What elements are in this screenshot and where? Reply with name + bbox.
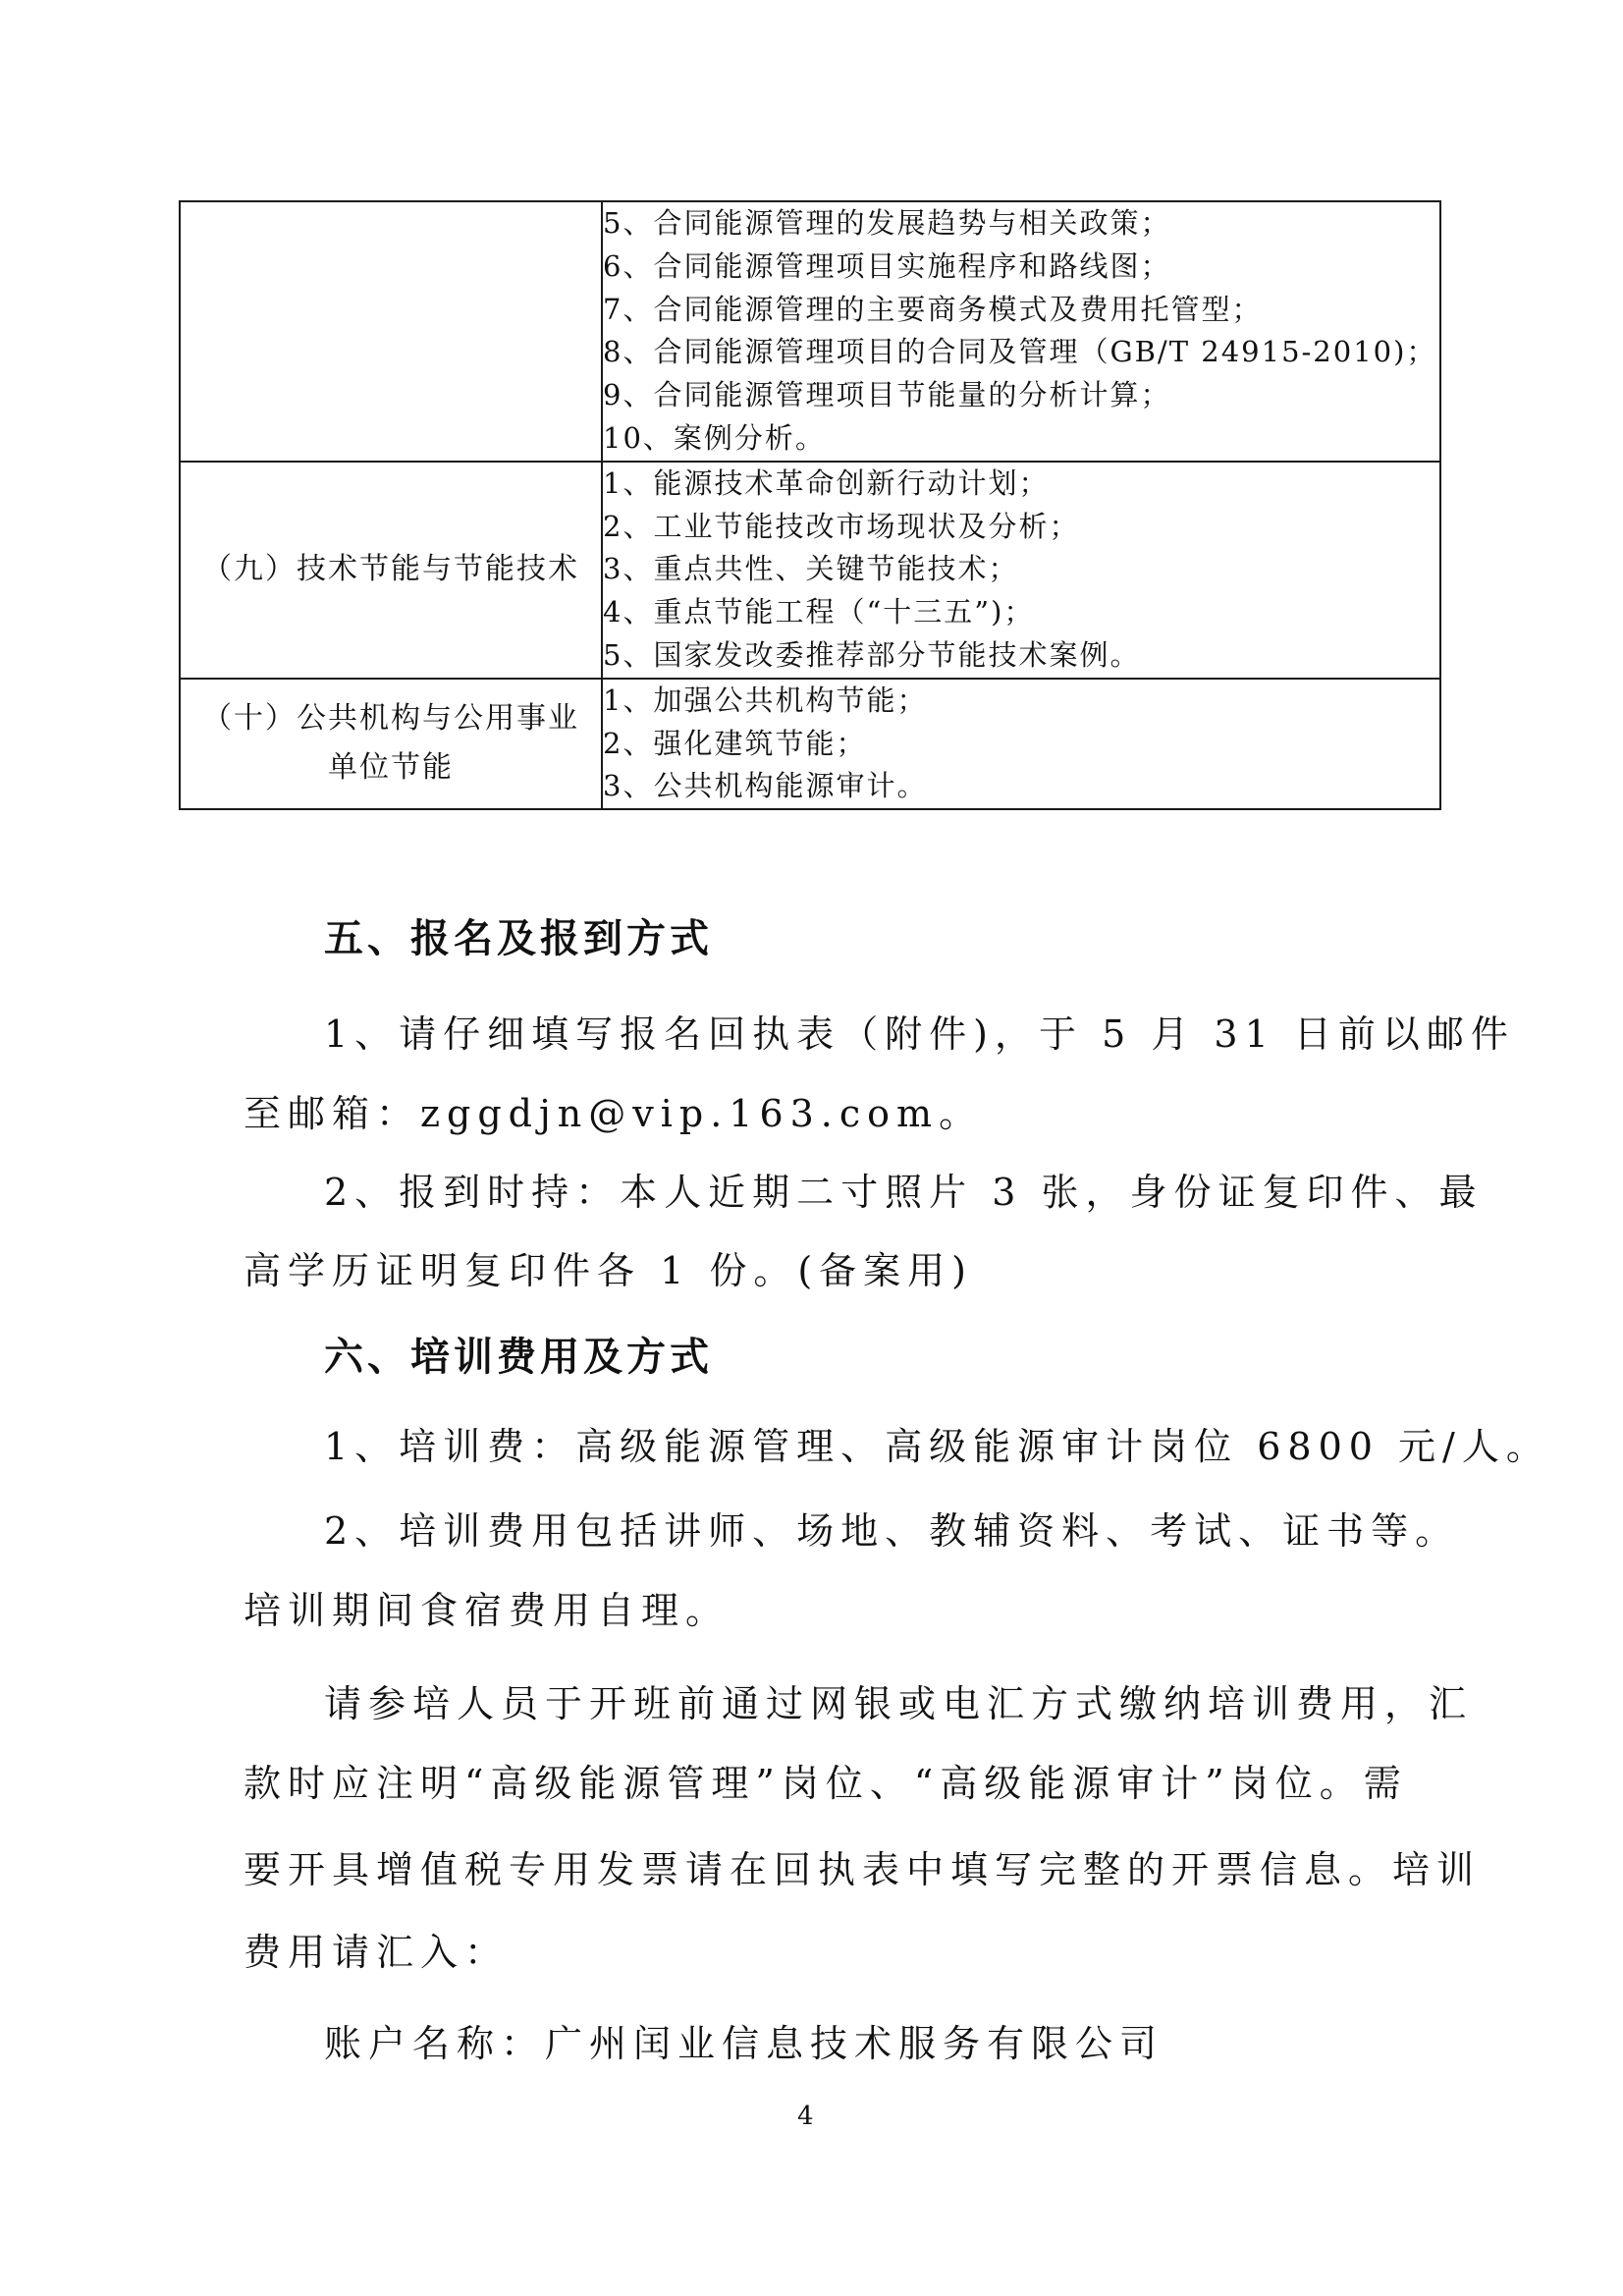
topic-cell (180, 201, 602, 462)
list-item: 3、重点共性、关键节能技术； (603, 552, 1019, 586)
paragraph-line: 要开具增值税专用发票请在回执表中填写完整的开票信息。培训 (243, 1848, 1482, 1891)
paragraph-line: 至邮箱：zggdjn@vip.163.com。 (243, 1092, 984, 1135)
topic-line: 单位节能 (328, 750, 454, 786)
list-item: 1、能源技术革命创新行动计划； (603, 465, 1050, 500)
items-cell (602, 201, 1440, 462)
list-item: 6、合同能源管理项目实施程序和路线图； (603, 248, 1171, 283)
list-item: 1、加强公共机构节能； (603, 683, 928, 717)
paragraph-line: 高学历证明复印件各 1 份。(备案用) (243, 1249, 973, 1292)
list-item: 2、强化建筑节能； (603, 726, 867, 760)
paragraph-line: 费用请汇入： (243, 1931, 510, 1974)
paragraph-line: 账户名称：广州闰业信息技术服务有限公司 (324, 2022, 1164, 2065)
list-item: 4、重点节能工程（“十三五”)； (603, 595, 1035, 629)
list-item: 5、合同能源管理的发展趋势与相关政策； (603, 206, 1171, 240)
paragraph-line: 2、培训费用包括讲师、场地、教辅资料、考试、证书等。 (324, 1509, 1460, 1553)
page-number: 4 (797, 2102, 814, 2131)
paragraph-line: 1、培训费：高级能源管理、高级能源审计岗位 6800 元/人。 (324, 1425, 1550, 1468)
table-row (180, 462, 1440, 679)
course-table (179, 200, 1441, 810)
list-item: 7、合同能源管理的主要商务模式及费用托管型； (603, 292, 1263, 326)
paragraph-line: 请参培人员于开班前通过网银或电汇方式缴纳培训费用，汇 (324, 1682, 1474, 1725)
paragraph-line: 1、请仔细填写报名回执表（附件)，于 5 月 31 日前以邮件 (324, 1012, 1515, 1056)
table-row (180, 679, 1440, 809)
topic-line: （十）公共机构与公用事业 (202, 701, 579, 737)
section-heading: 五、报名及报到方式 (324, 916, 713, 961)
list-item: 8、合同能源管理项目的合同及管理（GB/T 24915-2010)； (603, 335, 1437, 369)
list-item: 3、公共机构能源审计。 (603, 769, 928, 803)
table-row (180, 201, 1440, 462)
paragraph-line: 款时应注明“高级能源管理”岗位、“高级能源审计”岗位。需 (243, 1762, 1408, 1805)
list-item: 5、国家发改委推荐部分节能技术案例。 (603, 637, 1141, 672)
paragraph-line: 培训期间食宿费用自理。 (243, 1589, 730, 1632)
list-item: 2、工业节能技改市场现状及分析； (603, 509, 1080, 543)
topic-cell: （九）技术节能与节能技术 (180, 462, 602, 679)
items-cell (602, 679, 1440, 809)
topic-cell (180, 679, 602, 809)
paragraph-line: 2、报到时持：本人近期二寸照片 3 张，身份证复印件、最 (324, 1171, 1484, 1214)
section-heading: 六、培训费用及方式 (324, 1335, 713, 1380)
items-cell (602, 462, 1440, 679)
list-item: 9、合同能源管理项目节能量的分析计算； (603, 378, 1171, 412)
list-item: 10、案例分析。 (603, 420, 826, 455)
